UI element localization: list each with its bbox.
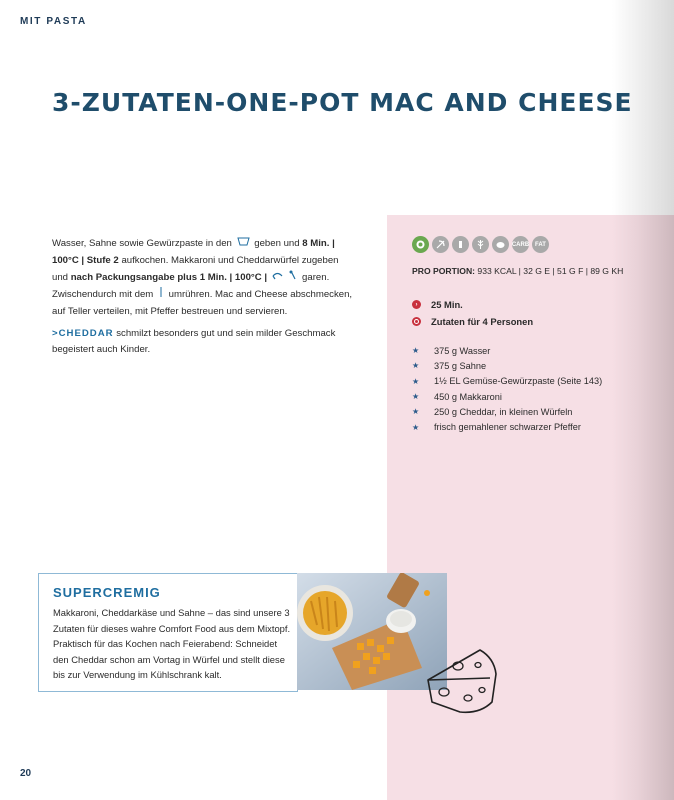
arrow-right-icon: › xyxy=(412,300,421,309)
nutrition-info xyxy=(412,266,623,276)
star-icon: ★ xyxy=(412,407,420,417)
list-item: ★ 375 g Wasser xyxy=(412,345,491,356)
cheddar-tip xyxy=(52,326,362,358)
tip-label: >CHEDDAR xyxy=(52,328,114,339)
star-icon: ★ xyxy=(412,392,420,402)
method-text: Wasser, Sahne sowie Gewürzpaste in den geben und 8 Min. | 100°C | Stufe 2 aufkochen. Makkaroni und Cheddarwürfel zugeben und nach Packungsangabe plus 1 Min. | 100°C | garen. Zwischendurch mit dem umrühren. Mac and Cheese abschmecken, auf Teller verteilen, mit Pfeffer bestreuen und servieren. xyxy=(52,235,357,320)
low-carb-icon: CARB xyxy=(512,236,529,253)
prep-time: 25 Min. xyxy=(431,299,463,310)
nut-icon xyxy=(492,236,509,253)
servings-row xyxy=(412,313,533,330)
meat-free-icon xyxy=(432,236,449,253)
gluten-icon xyxy=(472,236,489,253)
time-row xyxy=(412,296,533,313)
star-icon: ★ xyxy=(412,346,420,356)
list-item: ★ 1½ EL Gemüse-Gewürzpaste (Seite 143) xyxy=(412,376,603,387)
list-item: ★ 450 g Makkaroni xyxy=(412,391,502,402)
servings-text: Zutaten für 4 Personen xyxy=(431,316,534,327)
nutrition-label: PRO PORTION: xyxy=(412,266,476,276)
lactose-icon xyxy=(452,236,469,253)
recipe-meta xyxy=(412,296,533,330)
tip-text: schmilzt besonders gut und sein milder Geschmack begeistert auch Kinder. xyxy=(52,328,336,355)
star-icon: ★ xyxy=(412,376,420,386)
cheese-doodle-icon xyxy=(420,640,500,730)
reverse-icon xyxy=(272,269,283,286)
box-title: SUPERCREMIG xyxy=(53,585,161,600)
box-text: Makkaroni, Cheddarkäse und Sahne – das sind unsere 3 Zutaten für dieses wahre Comfort Food aus dem Mixtopf. Praktisch für das Kochen nach Feierabend: Schneidet den Cheddar schon am Vortag in Würfel und stellt diese bis zur Verwendung im Kühlschrank kalt. xyxy=(53,607,291,680)
supercremig-box xyxy=(38,573,298,692)
low-fat-icon: FAT xyxy=(532,236,549,253)
list-item: ★ frisch gemahlener schwarzer Pfeffer xyxy=(412,422,581,433)
list-item: ★ 250 g Cheddar, in kleinen Würfeln xyxy=(412,406,573,417)
recipe-title: 3-ZUTATEN-ONE-POT MAC AND CHEESE xyxy=(52,88,633,117)
vegetarian-icon xyxy=(412,236,429,253)
chapter-label: MIT PASTA xyxy=(20,16,87,27)
list-item: ★ 375 g Sahne xyxy=(412,360,487,371)
nutrition-values: 933 KCAL | 32 G E | 51 G F | 89 G KH xyxy=(477,266,624,276)
diet-icons xyxy=(412,236,549,253)
ingredient-list xyxy=(412,343,602,435)
spatula-icon xyxy=(158,286,164,303)
panel-gutter-shadow xyxy=(612,215,674,800)
star-icon: ★ xyxy=(412,361,420,371)
spoon-icon xyxy=(289,269,297,286)
mixing-bowl-icon xyxy=(237,235,250,252)
star-icon: ★ xyxy=(412,422,420,432)
page-number: 20 xyxy=(20,768,32,779)
servings-icon xyxy=(412,317,421,326)
